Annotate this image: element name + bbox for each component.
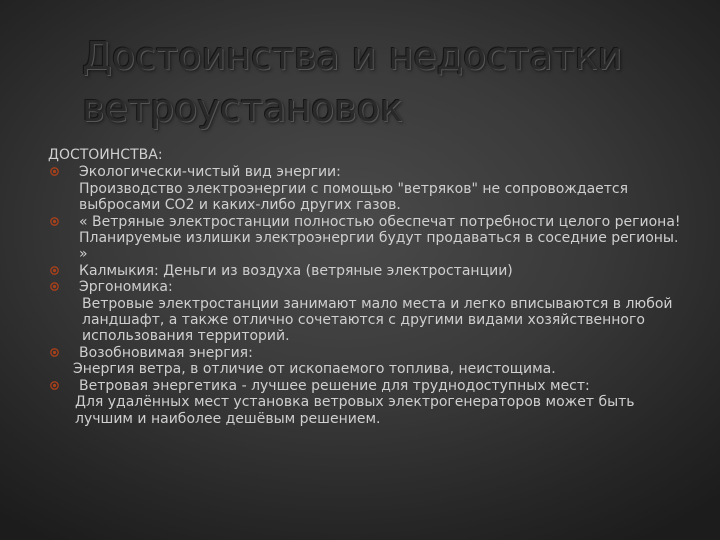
- section-heading: ДОСТОИНСТВА:: [48, 147, 163, 163]
- list-item-label: Ветровая энергетика - лучшее решение для труднодоступных мест:: [79, 377, 590, 394]
- list-item-description: Производство электроэнергии с помощью "ветряков" не сопровождается выбросами СО2 и каких-либо других газов.: [79, 180, 629, 214]
- list-item-description: Ветровые электростанции занимают мало места и легко вписываются в любой ландшафт, а также отлично сочетаются с другими видами хозяйственного использования территорий.: [82, 295, 673, 345]
- circle-bullet-icon: [50, 167, 59, 176]
- list-item: [48, 164, 688, 213]
- circle-bullet-icon: [50, 381, 59, 390]
- slide-content: [48, 147, 688, 427]
- slide-title-line-1: Достоинства и недостатки: [82, 34, 623, 78]
- list-item: [48, 279, 688, 345]
- list-item-label: « Ветряные электростанции полностью обеспечат потребности целого региона! Планируемые излишки электроэнергии будут продаваться в соседние регионы. »: [79, 213, 681, 263]
- list-item: [48, 378, 688, 427]
- list-item-label: Эргономика:: [79, 279, 173, 296]
- list-item: [48, 214, 688, 263]
- circle-bullet-icon: [50, 282, 59, 291]
- list-item-label: Возобновимая энергия:: [79, 344, 253, 361]
- list-item-description: Для удалённых мест установка ветровых электрогенераторов может быть лучшим и наиболее дешёвым решением.: [75, 394, 635, 427]
- list-item-description: Энергия ветра, в отличие от ископаемого топлива, неистощима.: [73, 361, 556, 378]
- circle-bullet-icon: [50, 266, 59, 275]
- slide-title: [82, 30, 682, 134]
- circle-bullet-icon: [50, 217, 59, 226]
- slide-title-line-2: ветроустановок: [82, 86, 403, 130]
- list-item: [48, 345, 688, 378]
- list-item-label: Экологически-чистый вид энергии:: [79, 164, 341, 181]
- list-item: [48, 263, 688, 279]
- list-item-label: Калмыкия: Деньги из воздуха (ветряные электростанции): [79, 262, 513, 279]
- circle-bullet-icon: [50, 348, 59, 357]
